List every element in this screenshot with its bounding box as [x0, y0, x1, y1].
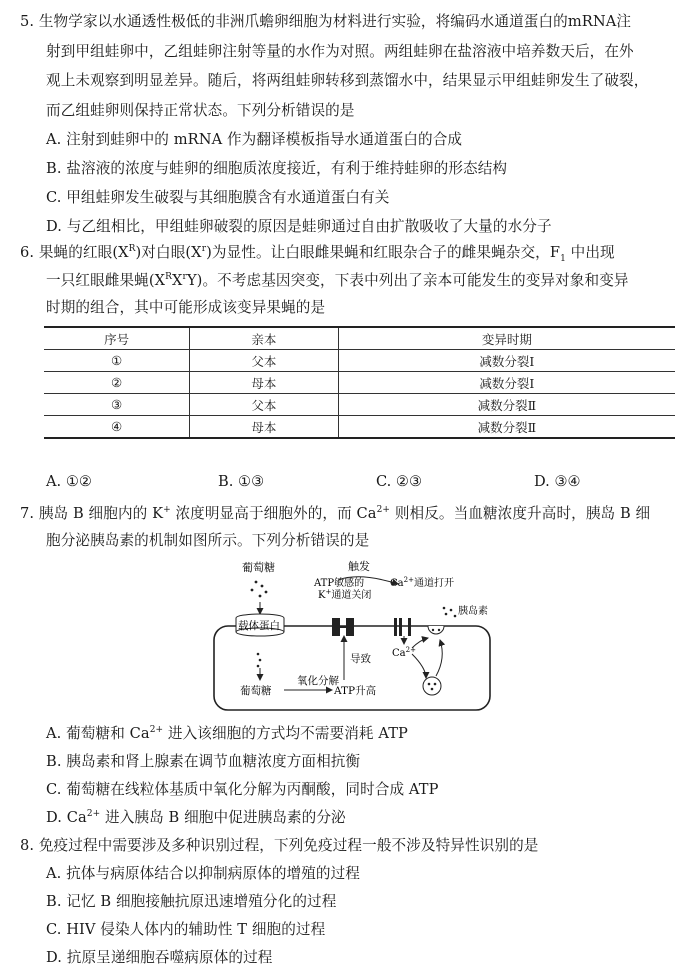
q5-stem-line-2: 射到甲组蛙卵中，乙组蛙卵注射等量的水作为对照。两组蛙卵在盐溶液中培养数天后，在外	[46, 43, 634, 60]
q7-option-b: B. 胰岛素和肾上腺素在调节血糖浓度方面相抗衡	[46, 753, 361, 770]
glucose-molecules-icon	[251, 581, 268, 598]
table-cell: ④	[44, 416, 190, 439]
q5-stem-line-3: 观上未观察到明显差异。随后，将两组蛙卵转移到蒸馏水中，结果显示甲组蛙卵发生了破裂，	[46, 72, 649, 89]
ca-to-vesicle-arrow	[412, 654, 426, 678]
table-cell: 母本	[190, 416, 339, 439]
table-cell: 父本	[190, 350, 339, 372]
q6-table	[44, 326, 675, 439]
q8-option-b: B. 记忆 B 细胞接触抗原迅速增殖分化的过程	[46, 893, 337, 910]
q5-stem-line-1: 5. 生物学家以水通透性极低的非洲爪蟾卵细胞为材料进行实验，将编码水通道蛋白的mRNA注	[20, 13, 632, 30]
trigger-label: 触发	[348, 560, 370, 573]
q6-option-a: A. ①②	[46, 473, 92, 490]
insulin-vesicle-icon	[423, 677, 441, 695]
table-cell: 减数分裂Ⅱ	[338, 416, 675, 439]
glucose-inside-label: 葡萄糖	[240, 685, 272, 697]
q8-stem: 8. 免疫过程中需要涉及多种识别过程，下列免疫过程一般不涉及特异性识别的是	[20, 837, 539, 854]
q6-stem-line-1: 6. 果蝇的红眼$(X^R)$对白眼$(X^r)$为显性。让白眼雌果蝇和红眼杂合子的雌果蝇杂交，$F_1$ 中出现	[20, 244, 615, 264]
table-header-cell: 变异时期	[338, 327, 675, 350]
table-row	[44, 350, 675, 372]
q6-option-b: B. ①③	[218, 473, 265, 490]
q6-stem-line-2: 一只红眼雌果蝇$(X^RX^rY)$。不考虑基因突变，下表中列出了亲本可能发生的变异对象和变异	[46, 272, 629, 289]
insulin-label: 胰岛素	[458, 606, 488, 617]
q7-stem-line-2: 胞分泌胰岛素的机制如图所示。下列分析错误的是	[46, 532, 370, 549]
q6-option-c: C. ②③	[376, 473, 423, 490]
insulin-secretion-diagram	[200, 558, 500, 714]
q6-stem-line-3: 时期的组合，其中可能形成该变异果蝇的是	[46, 299, 326, 316]
ca-inside-label: $Ca^{2+}$	[392, 646, 416, 659]
k-channel-closed-icon	[332, 618, 354, 636]
q6-option-d: D. ③④	[534, 473, 581, 490]
table-row	[44, 416, 675, 439]
atp-rise-label: ATP升高	[334, 685, 377, 697]
q7-stem-line-1: 7. 胰岛 B 细胞内的 K+ 浓度明显高于细胞外的，而 $Ca^{2+}$ 则相反。当血糖浓度升高时，胰岛 B 细	[20, 505, 651, 522]
table-cell: 母本	[190, 372, 339, 394]
q8-option-a: A. 抗体与病原体结合以抑制病原体的增殖的过程	[46, 865, 360, 882]
q5-option-c: C. 甲组蛙卵发生破裂与其细胞膜含有水通道蛋白有关	[46, 189, 390, 206]
q8-option-c: C. HIV 侵染人体内的辅助性 T 细胞的过程	[46, 921, 326, 938]
q7-option-c: C. 葡萄糖在线粒体基质中氧化分解为丙酮酸，同时合成 ATP	[46, 781, 439, 798]
table-row	[44, 372, 675, 394]
atp-channel-label-1: ATP敏感的	[314, 578, 365, 589]
table-header-cell: 序号	[44, 327, 190, 350]
table-cell: 减数分裂Ⅰ	[338, 350, 675, 372]
table-header-cell: 亲本	[190, 327, 339, 350]
cell-membrane	[214, 626, 490, 710]
glucose-inside-dots	[257, 653, 262, 668]
table-cell: 减数分裂Ⅱ	[338, 394, 675, 416]
q8-option-d: D. 抗原呈递细胞吞噬病原体的过程	[46, 949, 273, 966]
table-cell: ②	[44, 372, 190, 394]
ca-channel-label: $Ca^{2+}$通道打开	[390, 576, 454, 589]
q5-option-b: B. 盐溶液的浓度与蛙卵的细胞质浓度接近，有利于维持蛙卵的形态结构	[46, 160, 508, 177]
q5-option-d: D. 与乙组相比，甲组蛙卵破裂的原因是蛙卵通过自由扩散吸收了大量的水分子	[46, 218, 552, 235]
leads-to-label: 导致	[350, 653, 371, 665]
table-cell: ③	[44, 394, 190, 416]
q5-stem-line-4: 而乙组蛙卵则保持正常状态。下列分析错误的是	[46, 102, 355, 119]
q5-option-a: A. 注射到蛙卵中的 mRNA 作为翻译模板指导水通道蛋白的合成	[46, 131, 463, 148]
vesicle-up-arrow	[436, 640, 442, 676]
insulin-molecules-icon	[443, 607, 457, 618]
table-cell: 减数分裂Ⅰ	[338, 372, 675, 394]
table-cell: 父本	[190, 394, 339, 416]
oxidation-label: 氧化分解	[297, 675, 339, 687]
table-cell: ①	[44, 350, 190, 372]
table-header-row	[44, 327, 675, 350]
ca-channel-open-icon	[394, 618, 411, 636]
q7-option-d: D. $Ca^{2+}$ 进入胰岛 B 细胞中促进胰岛素的分泌	[46, 809, 346, 826]
q7-option-a: A. 葡萄糖和 $Ca^{2+}$ 进入该细胞的方式均不需要消耗 ATP	[46, 725, 408, 742]
carrier-protein-label: 载体蛋白	[238, 620, 280, 632]
glucose-outside-label: 葡萄糖	[242, 561, 275, 574]
atp-channel-label-2: K+通道关闭	[318, 588, 372, 601]
table-row	[44, 394, 675, 416]
secreting-vesicle-icon	[428, 626, 444, 634]
